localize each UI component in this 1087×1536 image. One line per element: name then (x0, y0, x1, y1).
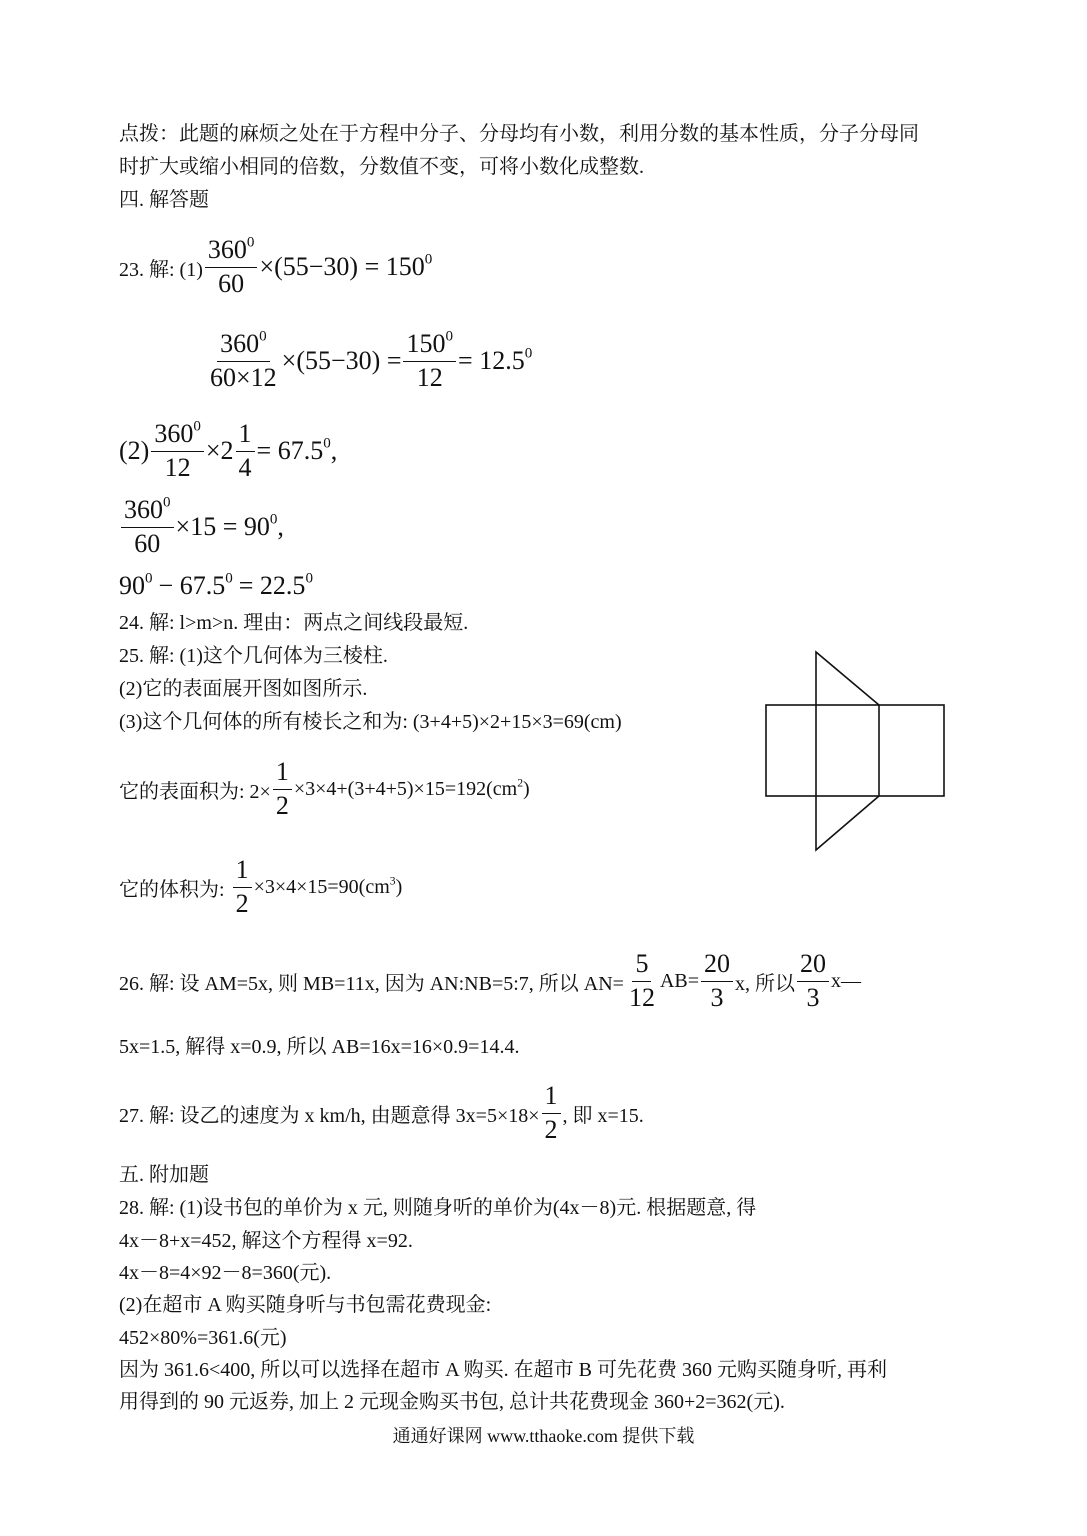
hint-line-1: 点拨：此题的麻烦之处在于方程中分子、分母均有小数，利用分数的基本性质，分子分母同 (119, 123, 919, 145)
q25-line-1: 25. 解: (1)这个几何体为三棱柱. (119, 645, 388, 667)
q28-line-4: (2)在超市 A 购买随身听与书包需花费现金: (119, 1294, 492, 1316)
q24-text: 24. 解: l>m>n. 理由：两点之间线段最短. (119, 612, 469, 634)
q28-line-3: 4x－8=4×92－8=360(元). (119, 1262, 332, 1284)
q23-formula-3: (2) $\frac{360^0}{12}$ ×2 $\frac{1}{4}$ = $67.5^0$, (119, 418, 338, 482)
q28-line-1: 28. 解: (1)设书包的单价为 x 元, 则随身听的单价为(4x－8)元. 根据题意, 得 (119, 1197, 757, 1219)
q26-fraction-3: $\frac{20}{3}$ (797, 950, 829, 1012)
q23-formula-2: $\frac{360^0}{60\times 12}$ ×(55−30) = $\frac{150^0}{12}$ = $12.5^0$ (205, 330, 532, 392)
q23-formula-1: 23. 解: (1) $\frac{360^0}{60}$ $\times(55-30) = 150^0$ (119, 234, 433, 298)
q25-line-3: (3)这个几何体的所有棱长之和为: (3+4+5)×2+15×3=69(cm) (119, 711, 622, 733)
q23-mixed-fraction: $\frac{1}{4}$ (236, 420, 255, 482)
q26-fraction-2: $\frac{20}{3}$ (701, 950, 733, 1012)
q26-fraction-1: $\frac{5}{12}$ (628, 949, 655, 1012)
q25-volume-formula: 它的体积为: $\frac{1}{2}$ $\times 3\times 4\times 15=90(cm^3)$ (119, 855, 403, 918)
q23-formula-5: $90^0$ − $67.5^0$ = $22.5^0$ (119, 570, 313, 600)
q23-formula-4: $\frac{360^0}{60}$ $\times 15 = 90^0$, (119, 496, 284, 558)
prism-net-diagram (760, 645, 950, 857)
net-rectangle (766, 705, 944, 796)
q25-line-2: (2)它的表面展开图如图所示. (119, 678, 368, 700)
section-5-heading: 五. 附加题 (119, 1164, 209, 1186)
q27-line: 27. 解: 设乙的速度为 x km/h, 由题意得 3x=5×18× $\frac{1}{2}$ , 即 x=15. (119, 1081, 644, 1144)
q28-line-5: 452×80%=361.6(元) (119, 1327, 287, 1349)
q28-line-2: 4x－8+x=452, 解这个方程得 x=92. (119, 1230, 413, 1252)
q28-line-6: 因为 361.6<400, 所以可以选择在超市 A 购买. 在超市 B 可先花费 360 元购买随身听, 再利 (119, 1359, 887, 1381)
q25-area-fraction: $\frac{1}{2}$ (273, 758, 292, 820)
footer-download-note: 通通好课网 www.tthaoke.com 提供下载 (392, 1426, 695, 1446)
q27-fraction: $\frac{1}{2}$ (542, 1082, 561, 1144)
q28-line-7: 用得到的 90 元返券, 加上 2 元现金购买书包, 总计共花费现金 360+2=362(元). (119, 1391, 785, 1413)
q23-fraction-4: $\frac{360^0}{12}$ (151, 420, 204, 482)
net-bottom-triangle (816, 796, 879, 850)
q26-line-2: 5x=1.5, 解得 x=0.9, 所以 AB=16x=16×0.9=14.4. (119, 1036, 520, 1058)
q23-prefix: 23. 解: (1) (119, 258, 203, 281)
q26-line-1: 26. 解: 设 AM=5x, 则 MB=11x, 因为 AN:NB=5:7, 所以 AN= $\frac{5}{12}$ AB= $\frac{20}{3}$ x, 所以 $\frac{20}{3}$ x— (119, 949, 862, 1012)
q25-volume-fraction: $\frac{1}{2}$ (233, 856, 252, 918)
q23-fraction-5: $\frac{360^0}{60}$ (121, 496, 174, 558)
section-4-heading: 四. 解答题 (119, 189, 209, 211)
q23-fraction-2: $\frac{360^0}{60\times 12}$ (210, 328, 277, 392)
hint-line-2: 时扩大或缩小相同的倍数，分数值不变，可将小数化成整数. (119, 156, 644, 178)
q23-fraction-3: $\frac{150^0}{12}$ (403, 330, 456, 392)
q23-fraction-1: $\frac{360^0}{60}$ (205, 236, 258, 298)
net-top-triangle (816, 652, 879, 705)
q25-area-formula: 它的表面积为: 2× $\frac{1}{2}$ $\times 3\times 4+(3+4+5)\times 15=192(cm^2)$ (119, 757, 530, 820)
